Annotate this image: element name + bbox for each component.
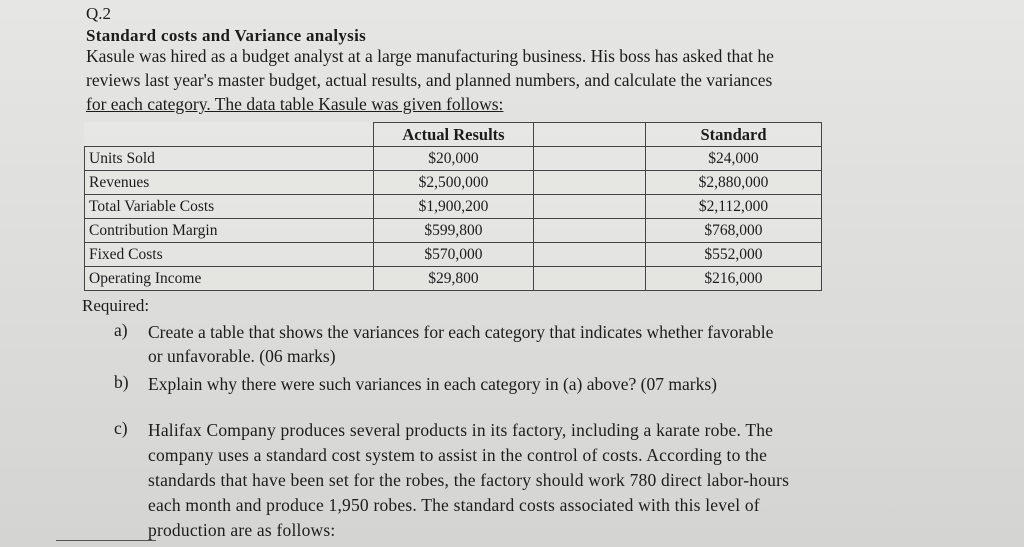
empty-cell: [534, 243, 646, 267]
row-label: Operating Income: [85, 267, 374, 291]
actual-value: $20,000: [373, 147, 533, 171]
header-cell-actual: Actual Results: [373, 123, 533, 147]
list-item: [114, 320, 974, 368]
list-item: [114, 418, 974, 543]
actual-value: $2,500,000: [373, 171, 533, 195]
actual-value: $29,800: [373, 267, 533, 291]
item-line: production are as follows:: [148, 520, 336, 540]
actual-value: $570,000: [373, 243, 533, 267]
list-item: [114, 372, 974, 396]
intro-line: reviews last year's master budget, actual results, and planned numbers, and calculate the variances: [86, 70, 773, 90]
empty-cell: [534, 195, 646, 219]
table-header-row: [85, 123, 822, 147]
question-number: Q.2: [86, 4, 112, 23]
intro-line: for each category. The data table Kasule was given follows:: [86, 94, 504, 114]
required-label: Required:: [82, 296, 150, 315]
row-label: Revenues: [85, 171, 374, 195]
table-row: [85, 147, 822, 171]
table-row: [85, 195, 822, 219]
empty-cell: [534, 147, 646, 171]
standard-value: $768,000: [645, 219, 821, 243]
header-cell-empty: [85, 123, 374, 147]
standard-value: $2,880,000: [645, 171, 821, 195]
row-label: Units Sold: [85, 147, 374, 171]
intro-line: Kasule was hired as a budget analyst at a large manufacturing business. His boss has asked that he: [86, 46, 774, 66]
header-cell-empty: [534, 123, 646, 147]
item-line: Create a table that shows the variances for each category that indicates whether favorable: [148, 322, 774, 342]
item-line: or unfavorable. (06 marks): [148, 346, 336, 366]
standard-value: $216,000: [645, 267, 821, 291]
divider-line: [56, 540, 156, 541]
standard-value: $552,000: [645, 243, 821, 267]
table-row: [85, 171, 822, 195]
table-row: [85, 219, 822, 243]
standard-value: $2,112,000: [645, 195, 821, 219]
item-line: Halifax Company produces several products in its factory, including a karate robe. The: [148, 420, 774, 440]
actual-value: $1,900,200: [373, 195, 533, 219]
actual-value: $599,800: [373, 219, 533, 243]
row-label: Fixed Costs: [85, 243, 374, 267]
section-heading: Standard costs and Variance analysis: [86, 26, 367, 45]
standard-value: $24,000: [645, 147, 821, 171]
item-line: Explain why there were such variances in each category in (a) above? (07 marks): [148, 374, 717, 394]
item-line: standards that have been set for the robes, the factory should work 780 direct labor-hours: [148, 470, 790, 490]
row-label: Total Variable Costs: [85, 195, 374, 219]
required-list: [114, 320, 974, 543]
item-line: each month and produce 1,950 robes. The standard costs associated with this level of: [148, 495, 760, 515]
item-line: company uses a standard cost system to assist in the control of costs. According to the: [148, 445, 768, 465]
item-marker: a): [114, 320, 128, 340]
intro-paragraph: [86, 44, 966, 116]
item-marker: c): [114, 418, 128, 438]
empty-cell: [534, 171, 646, 195]
table-row: [85, 243, 822, 267]
empty-cell: [534, 267, 646, 291]
table-row: [85, 267, 822, 291]
data-table: [84, 122, 822, 291]
header-cell-standard: Standard: [645, 123, 821, 147]
empty-cell: [534, 219, 646, 243]
item-marker: b): [114, 372, 129, 392]
row-label: Contribution Margin: [85, 219, 374, 243]
